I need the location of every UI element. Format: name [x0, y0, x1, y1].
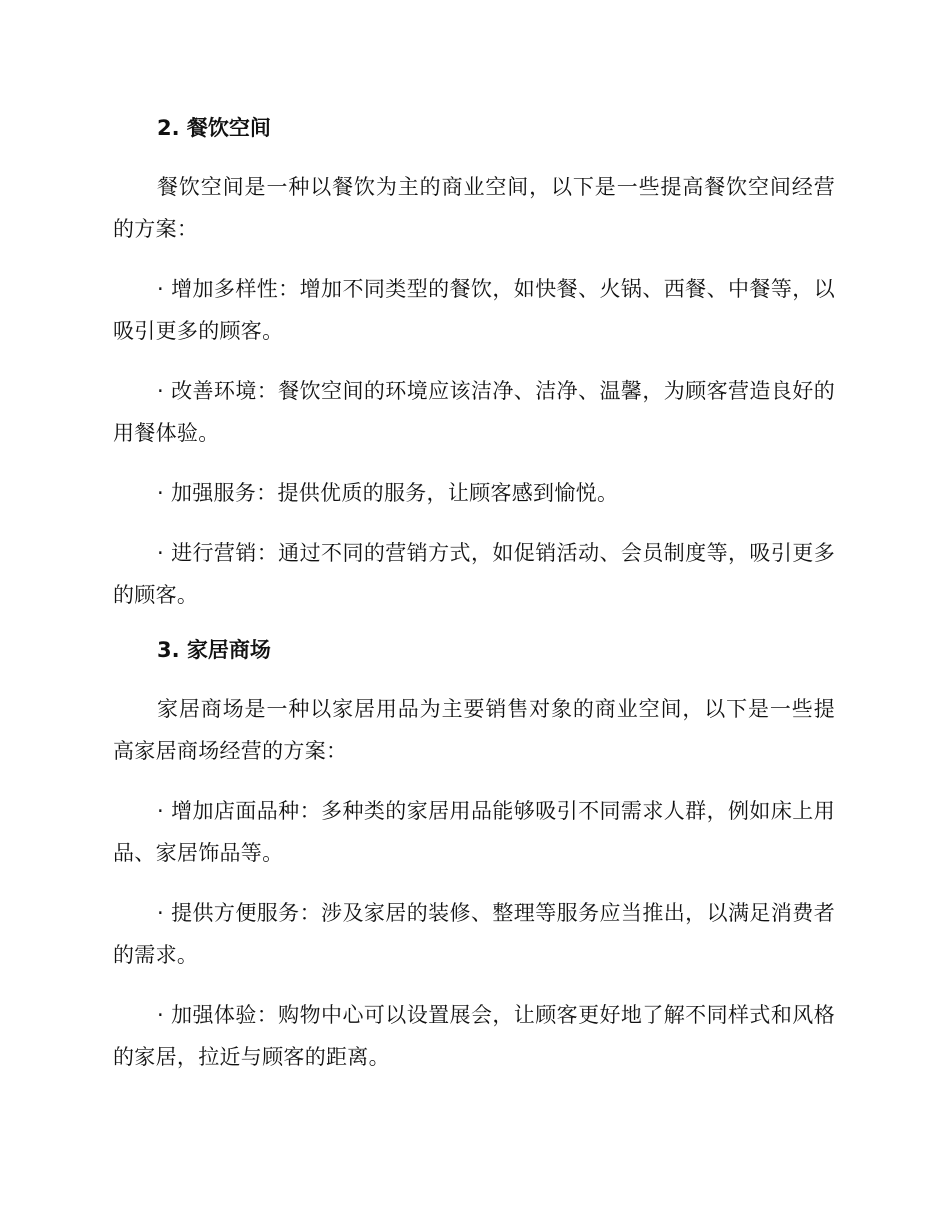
dining-intro-paragraph: 餐饮空间是一种以餐饮为主的商业空间，以下是一些提高餐饮空间经营的方案：	[113, 175, 835, 241]
home-intro-paragraph: 家居商场是一种以家居用品为主要销售对象的商业空间，以下是一些提高家居商场经营的方案：	[113, 697, 835, 763]
section-heading-dining: 2. 餐饮空间	[157, 116, 271, 140]
dining-bullet-service: · 加强服务：提供优质的服务，让顾客感到愉悦。	[157, 481, 619, 505]
home-bullet-variety: · 增加店面品种：多种类的家居用品能够吸引不同需求人群，例如床上用品、家居饰品等。	[113, 799, 835, 865]
dining-bullet-diversity: · 增加多样性：增加不同类型的餐饮，如快餐、火锅、西餐、中餐等，以吸引更多的顾客。	[113, 277, 835, 343]
dining-bullet-marketing: · 进行营销：通过不同的营销方式，如促销活动、会员制度等，吸引更多的顾客。	[113, 541, 835, 607]
home-bullet-experience: · 加强体验：购物中心可以设置展会，让顾客更好地了解不同样式和风格的家居，拉近与顾客的距离。	[113, 1003, 835, 1069]
dining-bullet-environment: · 改善环境：餐饮空间的环境应该洁净、洁净、温馨，为顾客营造良好的用餐体验。	[113, 379, 835, 445]
document-body	[113, 112, 835, 1096]
home-bullet-convenient-service: · 提供方便服务：涉及家居的装修、整理等服务应当推出，以满足消费者的需求。	[113, 901, 835, 967]
section-heading-home-furnishing: 3. 家居商场	[157, 638, 271, 662]
